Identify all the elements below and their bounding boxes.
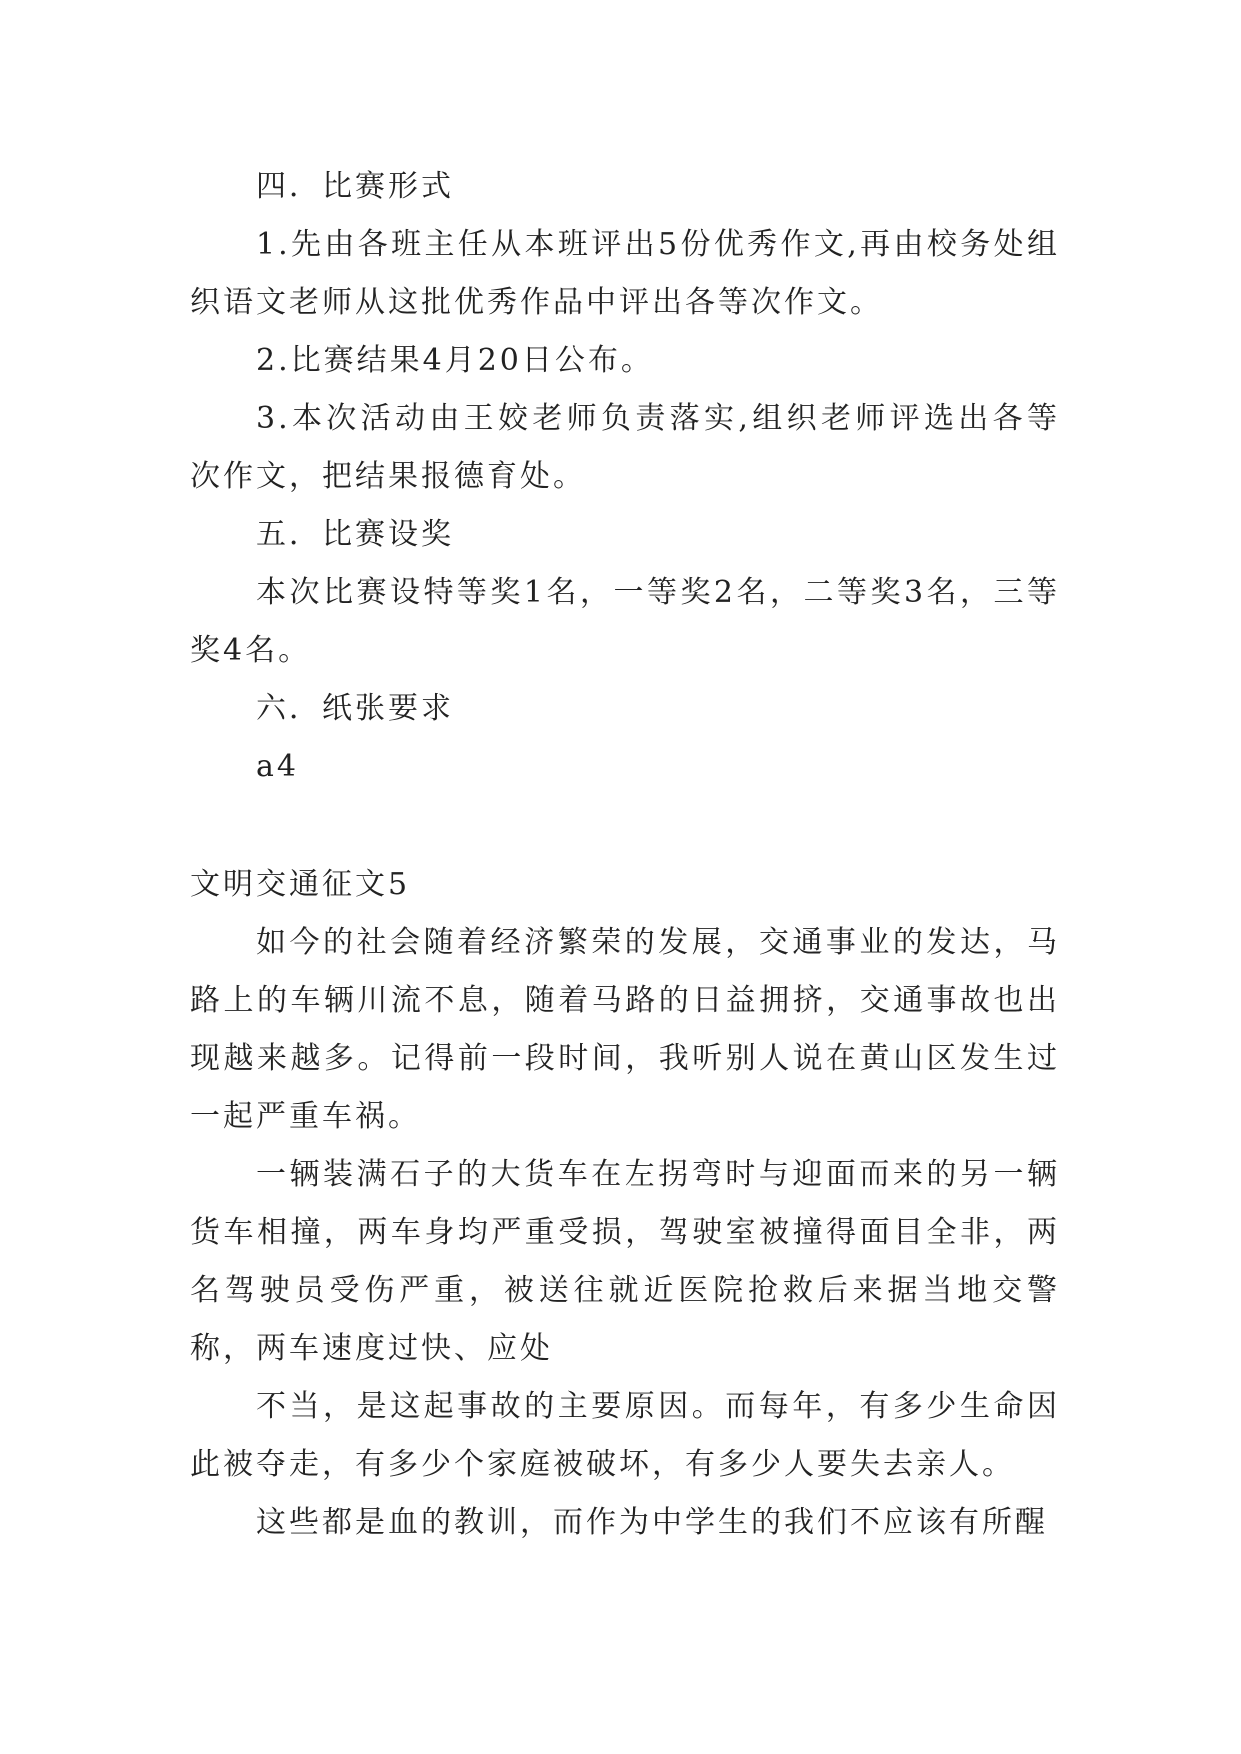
essay-paragraph: 一辆装满石子的大货车在左拐弯时与迎面而来的另一辆货车相撞，两车身均严重受损，驾驶室被撞得面目全非，两名驾驶员受伤严重，被送往就近医院抢救后来据当地交警称，两车速度过快、应处 <box>190 1157 1060 1366</box>
essay-paragraph: 不当，是这起事故的主要原因。而每年，有多少生命因此被夺走，有多少个家庭被破坏，有多少人要失去亲人。 <box>190 1389 1060 1482</box>
section-heading-paper-requirements: 六．纸张要求 <box>256 691 454 726</box>
section5-body: 本次比赛设特等奖1名，一等奖2名，二等奖3名，三等奖4名。 <box>190 575 1060 668</box>
section4-item-3: 3.本次活动由王姣老师负责落实,组织老师评选出各等次作文，把结果报德育处。 <box>190 401 1060 494</box>
section6-body: a4 <box>256 749 299 784</box>
essay-title: 文明交通征文5 <box>190 867 411 902</box>
document-body <box>190 158 1060 1552</box>
section4-item-1: 1.先由各班主任从本班评出5份优秀作文,再由校务处组织语文老师从这批优秀作品中评出各等次作文。 <box>190 227 1060 320</box>
section-heading-competition-format: 四．比赛形式 <box>256 169 454 204</box>
section4-item-2: 2.比赛结果4月20日公布。 <box>256 343 654 378</box>
essay-paragraph: 这些都是血的教训，而作为中学生的我们不应该有所醒 <box>256 1505 1048 1540</box>
essay-paragraph: 如今的社会随着经济繁荣的发展，交通事业的发达，马路上的车辆川流不息，随着马路的日益拥挤，交通事故也出现越来越多。记得前一段时间，我听别人说在黄山区发生过一起严重车祸。 <box>190 925 1060 1134</box>
section-heading-awards: 五．比赛设奖 <box>256 517 454 552</box>
section-spacer <box>190 796 1060 856</box>
